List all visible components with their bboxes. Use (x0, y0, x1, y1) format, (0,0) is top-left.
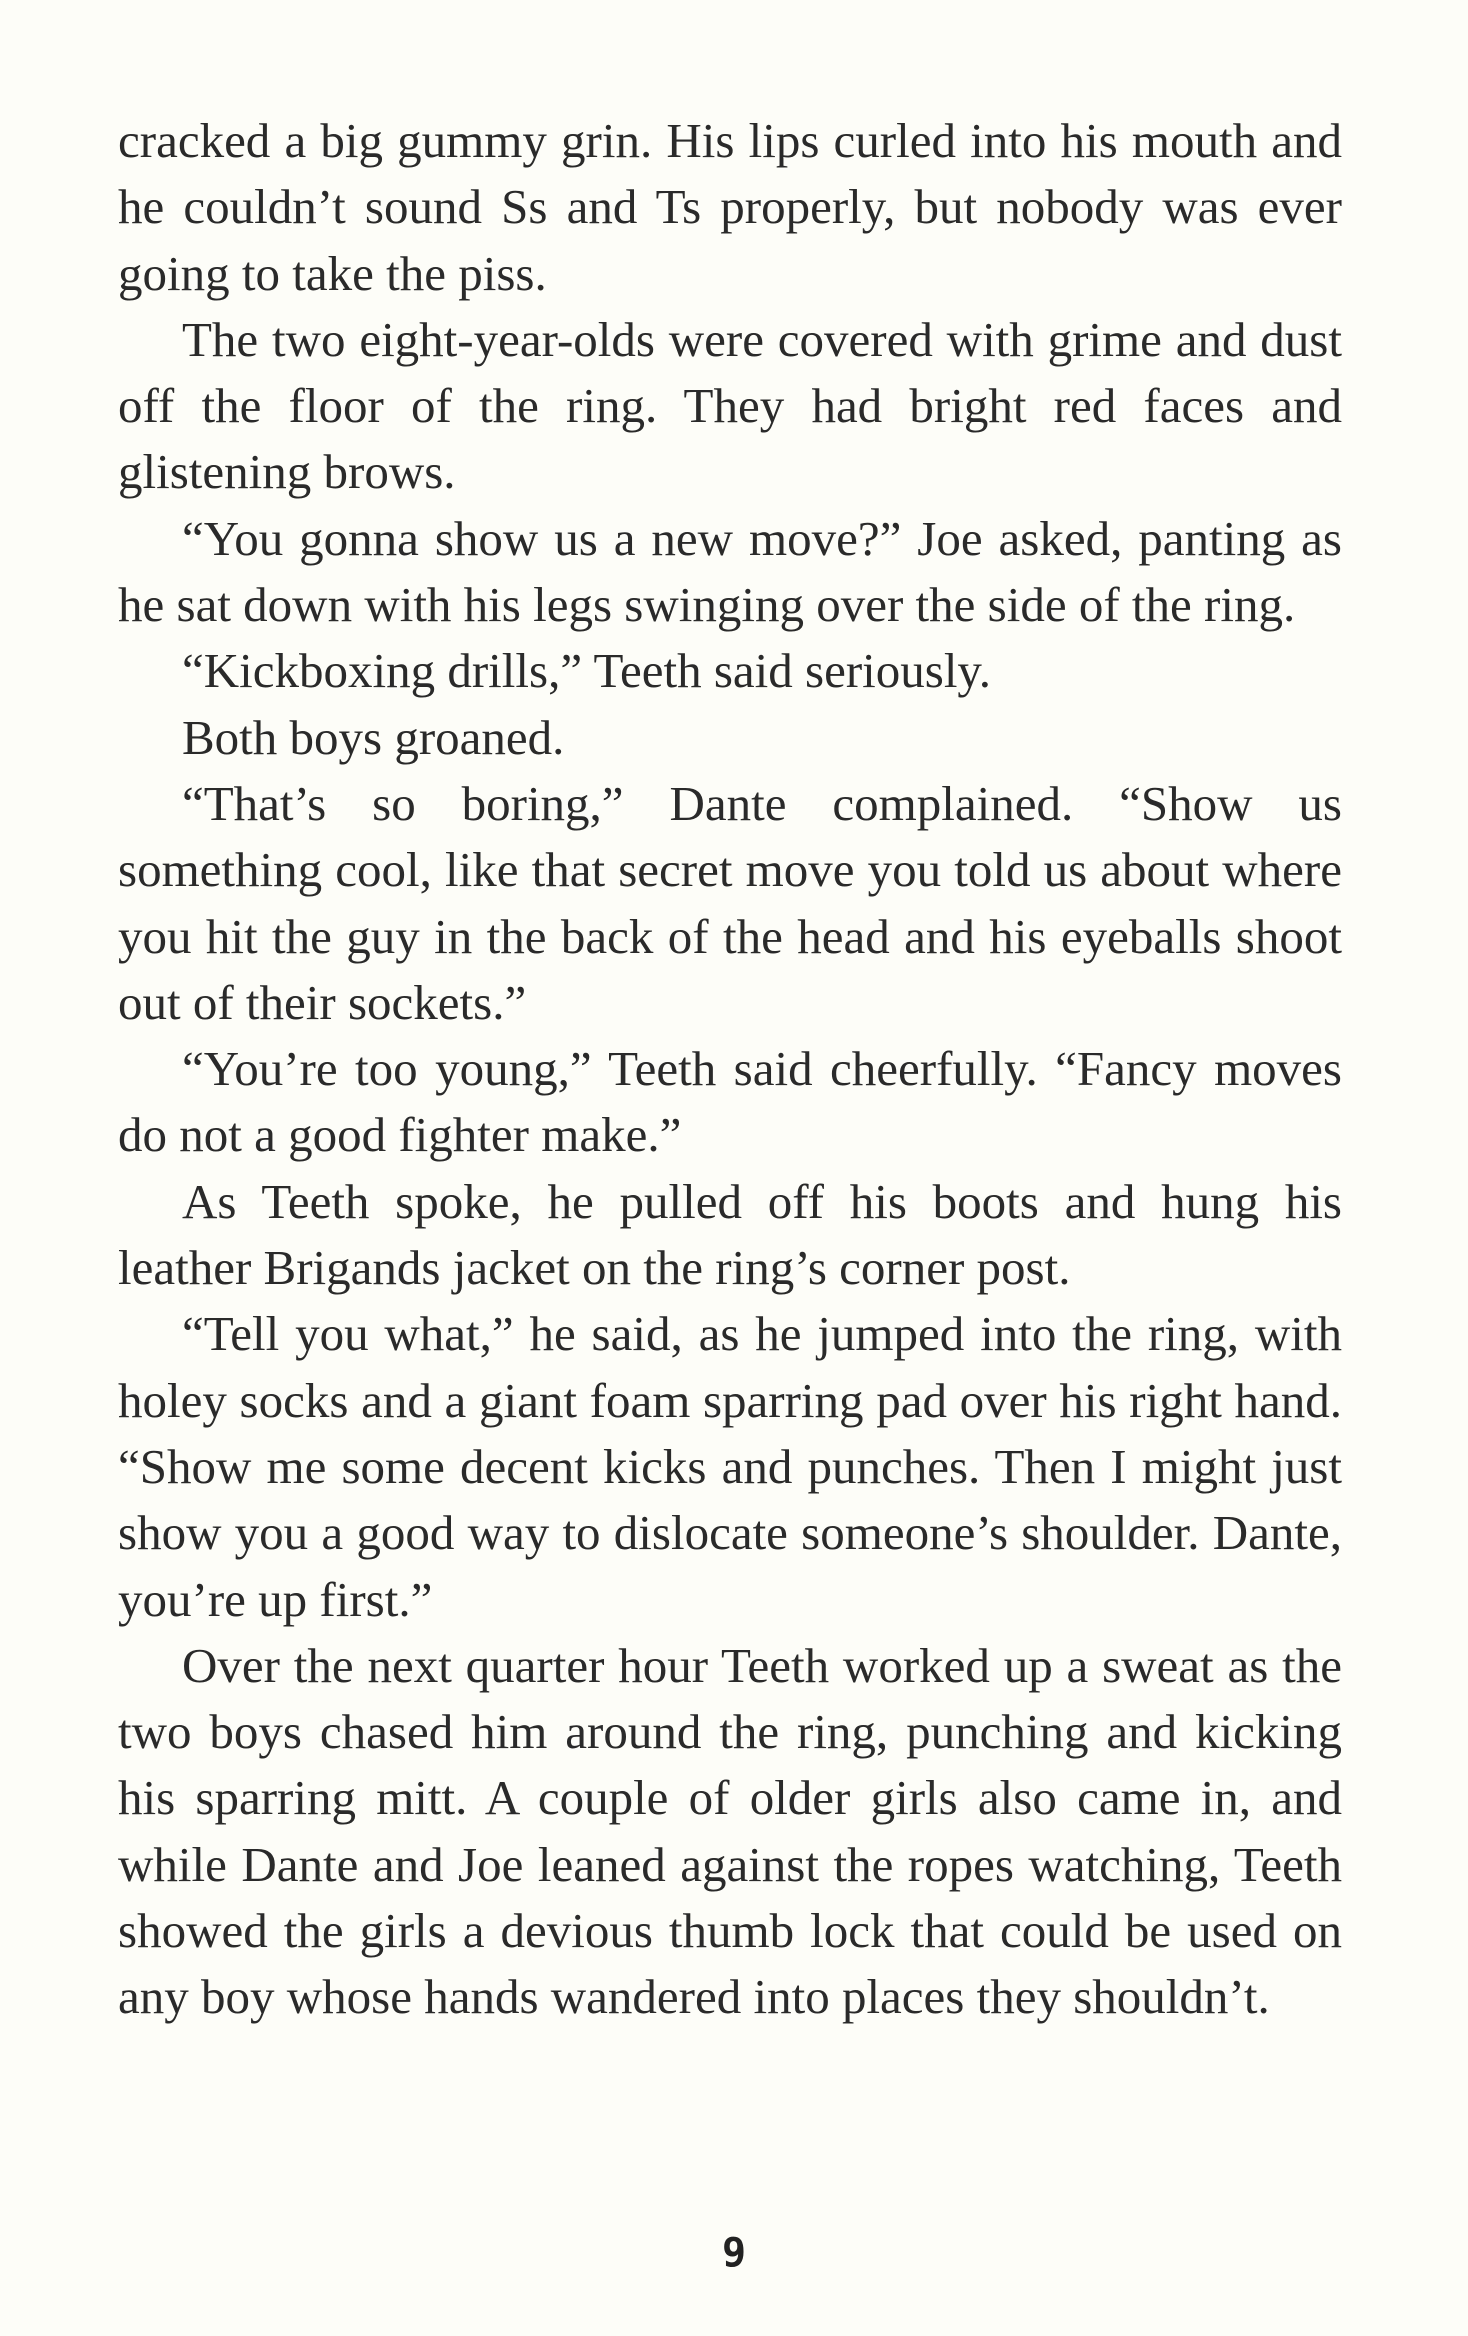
paragraph-9: “Tell you what,” he said, as he jumped into the ring, with holey socks and a giant foam sparring pad over his right hand. “Show me some decent kicks and punches. Then I might just show you a good way to dislocate someone’s shoulder. Dante, you’re up first.” (118, 1306, 1342, 1627)
body-text (118, 108, 1342, 2031)
paragraph-2: The two eight-year-olds were covered with grime and dust off the floor of the ring. They had bright red faces and glistening brows. (118, 311, 1342, 500)
paragraph-4: “Kickboxing drills,” Teeth said seriously. (182, 643, 992, 699)
paragraph-1: cracked a big gummy grin. His lips curled into his mouth and he couldn’t sound Ss and Ts properly, but nobody was ever going to take the piss. (118, 113, 1342, 301)
paragraph-7: “You’re too young,” Teeth said cheerfully. “Fancy moves do not a good fighter make.” (118, 1041, 1342, 1163)
paragraph-10: Over the next quarter hour Teeth worked up a sweat as the two boys chased him around the ring, punching and kicking his sparring mitt. A couple of older girls also came in, and while Dante and Joe leaned against the ropes watching, Teeth showed the girls a devious thumb lock that could be used on any boy whose hands wandered into places they shouldn’t. (118, 1637, 1342, 2025)
paragraph-8: As Teeth spoke, he pulled off his boots and hung his leather Brigands jacket on the ring’s corner post. (118, 1173, 1342, 1296)
paragraph-5: Both boys groaned. (182, 709, 565, 765)
page-number: 9 (721, 2230, 747, 2276)
paragraph-3: “You gonna show us a new move?” Joe asked, panting as he sat down with his legs swinging over the side of the ring. (118, 510, 1342, 633)
paragraph-6: “That’s so boring,” Dante complained. “Show us something cool, like that secret move you told us about where you hit the guy in the back of the head and his eyeballs shoot out of their sockets.” (118, 775, 1342, 1030)
